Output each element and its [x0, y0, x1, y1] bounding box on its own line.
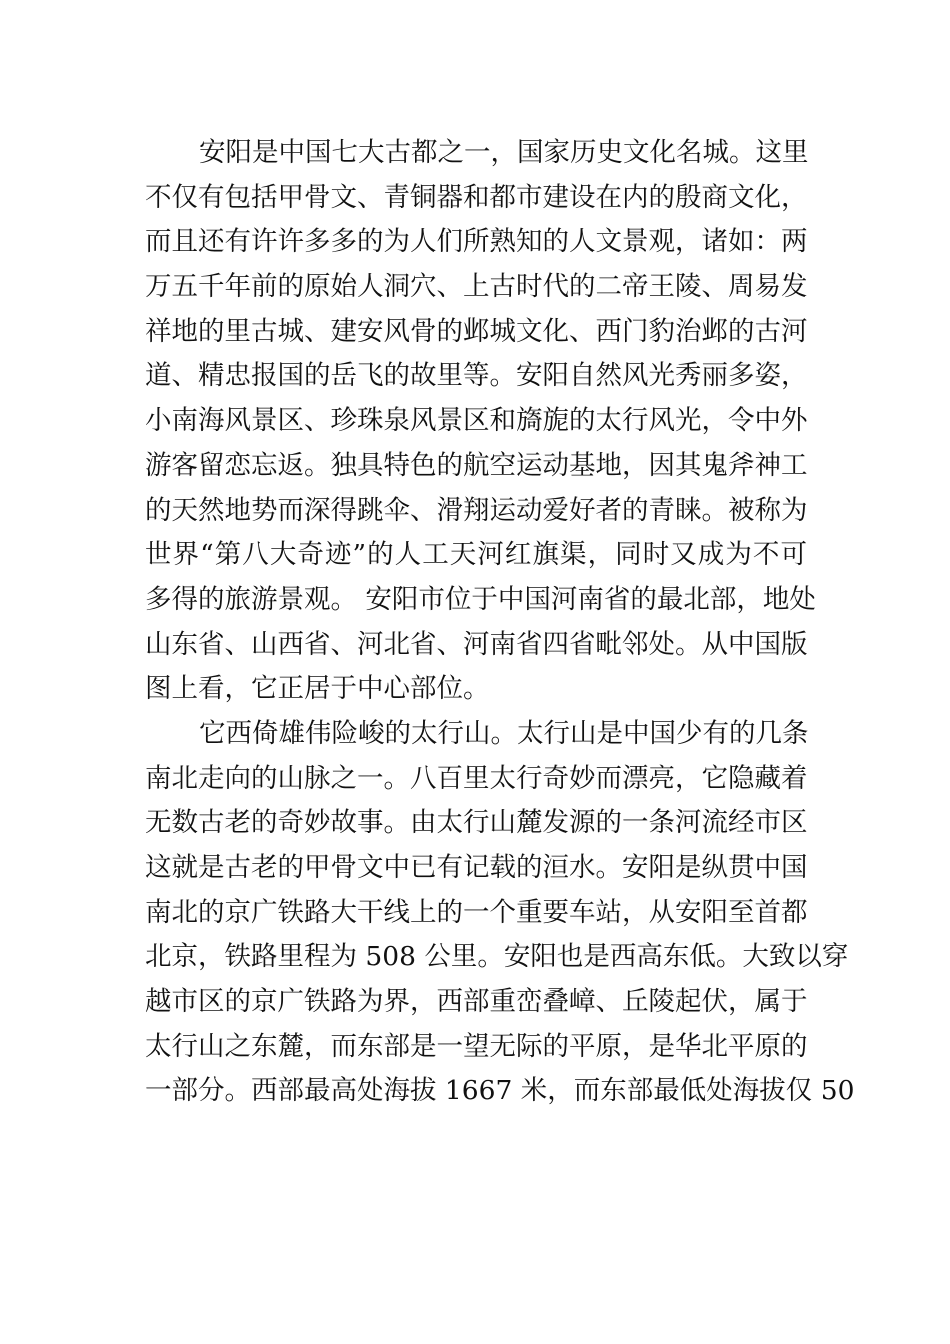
text-line: 北京，铁路里程为 508 公里。安阳也是西高东低。大致以穿 — [145, 941, 849, 973]
text-line: 多得的旅游景观。 安阳市位于中国河南省的最北部，地处 — [145, 583, 816, 615]
text-line: 太行山之东麓，而东部是一望无际的平原，是华北平原的 — [145, 1030, 808, 1062]
text-line: 这就是古老的甲骨文中已有记载的洹水。安阳是纵贯中国 — [145, 852, 808, 883]
text-line: 图上看，它正居于中心部位。 — [145, 673, 490, 705]
text-line: 小南海风景区、珍珠泉风景区和旖旎的太行风光，令中外 — [145, 405, 808, 437]
paragraph-2 — [145, 712, 855, 1114]
text-line: 一部分。西部最高处海拔 1667 米，而东部最低处海拔仅 50 — [145, 1075, 855, 1107]
text-line: 山东省、山西省、河北省、河南省四省毗邻处。从中国版 — [145, 628, 808, 660]
text-line: 万五千年前的原始人洞穴、上古时代的二帝王陵、周易发 — [145, 271, 808, 303]
paragraph-1 — [145, 131, 816, 712]
text-line: 越市区的京广铁路为界，西部重峦叠嶂、丘陵起伏，属于 — [145, 986, 808, 1018]
text-line: 道、精忠报国的岳飞的故里等。安阳自然风光秀丽多姿， — [145, 360, 808, 392]
text-line: 南北的京广铁路大干线上的一个重要车站，从安阳至首都 — [145, 896, 808, 928]
text-line: 无数古老的奇妙故事。由太行山麓发源的一条河流经市区 — [145, 807, 808, 839]
text-line: 祥地的里古城、建安风骨的邺城文化、西门豹治邺的古河 — [145, 315, 808, 347]
text-line: 南北走向的山脉之一。八百里太行奇妙而漂亮，它隐藏着 — [145, 762, 808, 794]
text-line: 世界“第八大奇迹”的人工天河红旗渠，同时又成为不可 — [145, 539, 807, 571]
text-line: 它西倚雄伟险峻的太行山。太行山是中国少有的几条 — [199, 717, 809, 749]
text-line: 的天然地势而深得跳伞、滑翔运动爱好者的青睐。被称为 — [145, 494, 808, 526]
text-line: 游客留恋忘返。独具特色的航空运动基地，因其鬼斧神工 — [145, 449, 808, 481]
text-line: 而且还有许许多多的为人们所熟知的人文景观，诸如：两 — [145, 226, 808, 258]
text-line: 不仅有包括甲骨文、青铜器和都市建设在内的殷商文化， — [145, 181, 808, 213]
text-line: 安阳是中国七大古都之一，国家历史文化名城。这里 — [199, 137, 809, 168]
document-body — [145, 131, 855, 1114]
